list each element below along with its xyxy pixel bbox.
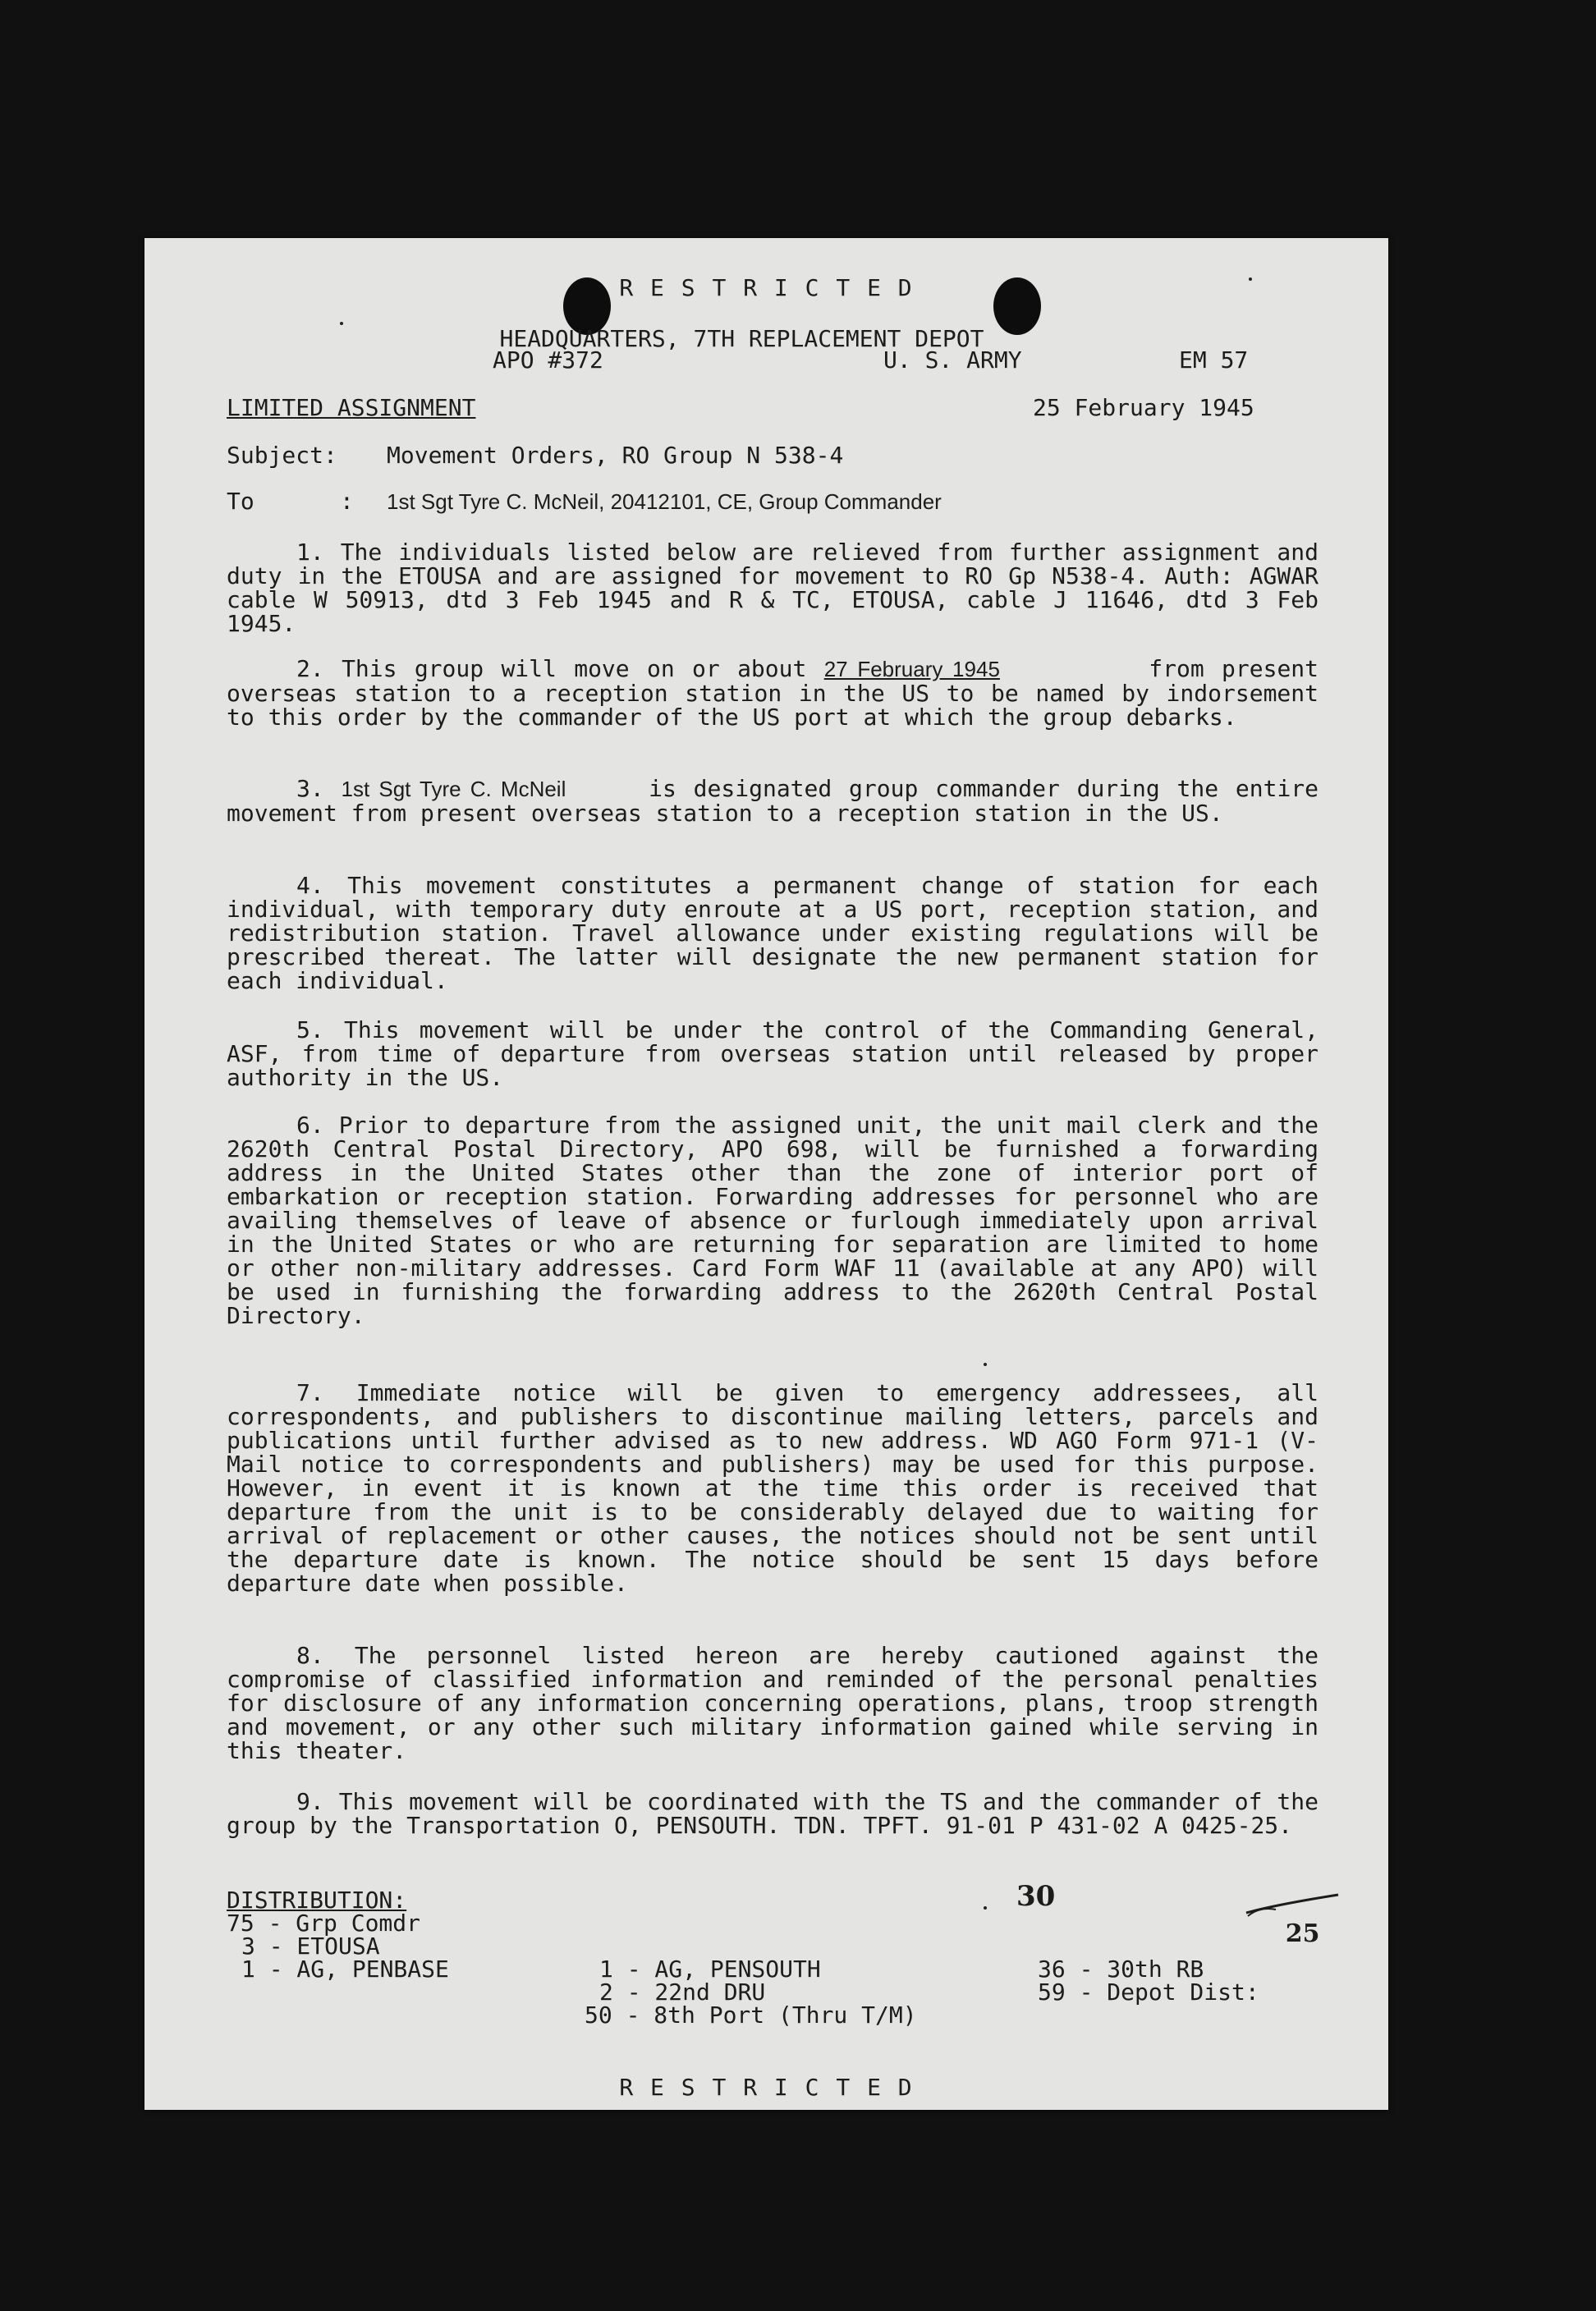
crossed-number [1251, 1890, 1320, 2008]
document-page [144, 238, 1388, 2110]
army-label: U. S. ARMY [883, 346, 1022, 374]
paragraph-text: This movement will be coordinated with the TS and the commander of the group by the Transportation O, PENSOUTH. TDN. TPFT. 91-01 P 431-02 A 0425-25. [227, 1788, 1319, 1839]
distribution-item: 75 - Grp Comdr [227, 1910, 421, 1937]
strike-through-mark [1243, 1890, 1341, 1923]
paragraph-6 [227, 1113, 1319, 1327]
paragraph-number: 6. [296, 1112, 324, 1139]
subject-label: Subject: [227, 442, 337, 469]
to-colon: : [340, 488, 354, 515]
paragraph-8 [227, 1644, 1319, 1763]
paragraph-number: 4. [296, 872, 324, 899]
paragraph-5 [227, 1018, 1319, 1089]
classification-bottom: R E S T R I C T E D [619, 2074, 914, 2101]
paragraph-text: is designated group commander during the entire movement from present overseas station to a reception station in the US. [227, 775, 1319, 827]
paragraph-text: This movement constitutes a permanent change of station for each individual, with temporary duty enroute at a US port, reception station, and redistribution station. Travel allowance under existing regulations will be prescribed thereat. The latter will designate the new permanent station for each individual. [227, 872, 1319, 994]
paragraph-text: The personnel listed hereon are hereby cautioned against the compromise of classified information and reminded of the personal penalties for disclosure of any information concerning operations, plans, troop strength and movement, or any other such military information gained while serving in this theater. [227, 1642, 1319, 1764]
to-text: 1st Sgt Tyre C. McNeil, 20412101, CE, Group Commander [387, 489, 942, 514]
subject-text: Movement Orders, RO Group N 538-4 [387, 442, 844, 469]
doc-code: EM 57 [1179, 346, 1249, 374]
apo-number: APO #372 [493, 346, 603, 374]
paragraph-number: 9. [296, 1788, 324, 1815]
paragraph-number: 3. [296, 775, 324, 802]
paragraph-text: The individuals listed below are relieved from further assignment and duty in the ETOUSA and are assigned for movement to RO Gp N538-4. Auth: AGWAR cable W 50913, dtd 3 Feb 1945 and R & TC, ETOUSA, cable J 11646, dtd 3 Feb 1945. [227, 539, 1319, 637]
paragraph-4 [227, 874, 1319, 993]
distribution-item: 50 - 8th Port (Thru T/M) [585, 2001, 917, 2029]
paragraph-7 [227, 1381, 1319, 1595]
page-number: 30 [1016, 1880, 1056, 1913]
paper-speck [984, 1906, 987, 1910]
distribution-item: 1 - AG, PENBASE [241, 1956, 449, 1983]
paragraph-number: 8. [296, 1642, 324, 1669]
to-label: To [227, 488, 255, 515]
distribution-item: 3 - ETOUSA [241, 1933, 380, 1960]
departure-date-fill: 27 February 1945 [823, 657, 1000, 681]
paragraph-text: Prior to departure from the assigned unit, the unit mail clerk and the 2620th Central Postal Directory, APO 698, will be furnished a forwarding address in the United States other than the zone of interior port of embarkation or reception station. Forwarding addresses for personnel who are availing themselves of leave of absence or furlough immediately upon arrival in the United States or who are returning for separation are limited to home or other non-military addresses. Card Form WAF 11 (available at any APO) will be used in furnishing the forwarding address to the 2620th Central Postal Directory. [227, 1112, 1319, 1329]
paragraph-1 [227, 540, 1319, 635]
org-line: HEADQUARTERS, 7TH REPLACEMENT DEPOT [499, 325, 984, 352]
paragraph-text: from present overseas station to a reception station in the US to be named by indorsement to this order by the commander of the US port at which the group debarks. [227, 655, 1319, 731]
group-commander-fill: 1st Sgt Tyre C. McNeil [341, 777, 566, 801]
document-title: LIMITED ASSIGNMENT [227, 394, 476, 421]
paragraph-number: 7. [296, 1379, 324, 1406]
crossed-number-text: 25 [1285, 1919, 1320, 1948]
distribution-item: 36 - 30th RB [1038, 1956, 1204, 1983]
document-date: 25 February 1945 [1033, 394, 1254, 421]
paragraph-text: This movement will be under the control of the Commanding General, ASF, from time of departure from overseas station until released by proper authority in the US. [227, 1016, 1319, 1091]
paragraph-number: 5. [296, 1016, 324, 1043]
paragraph-number: 1. [296, 539, 324, 566]
distribution-item: 59 - Depot Dist: [1038, 1979, 1259, 2006]
paragraph-9 [227, 1790, 1319, 1837]
paragraph-text: This group will move on or about [342, 655, 807, 682]
classification-top: R E S T R I C T E D [619, 274, 914, 301]
paper-speck [340, 322, 343, 325]
paper-speck [984, 1363, 987, 1366]
distribution-item: 2 - 22nd DRU [599, 1979, 766, 2006]
paragraph-text: Immediate notice will be given to emergency addressees, all correspondents, and publishers to discontinue mailing letters, parcels and publications until further advised as to new address. WD AGO Form 971-1 (V-Mail notice to correspondents and publishers) may be used for this purpose. However, in event it is known at the time this order is received that departure from the unit is to be considerably delayed due to waiting for arrival of replacement or other causes, the notices should not be sent until the departure date is known. The notice should be sent 15 days before departure date when possible. [227, 1379, 1319, 1597]
paragraph-number: 2. [296, 655, 324, 682]
distribution-item: 1 - AG, PENSOUTH [599, 1956, 821, 1983]
paragraph-3 [227, 777, 1319, 825]
distribution-label: DISTRIBUTION: [227, 1887, 407, 1914]
paper-speck [1249, 277, 1252, 281]
paragraph-2 [227, 657, 1319, 729]
